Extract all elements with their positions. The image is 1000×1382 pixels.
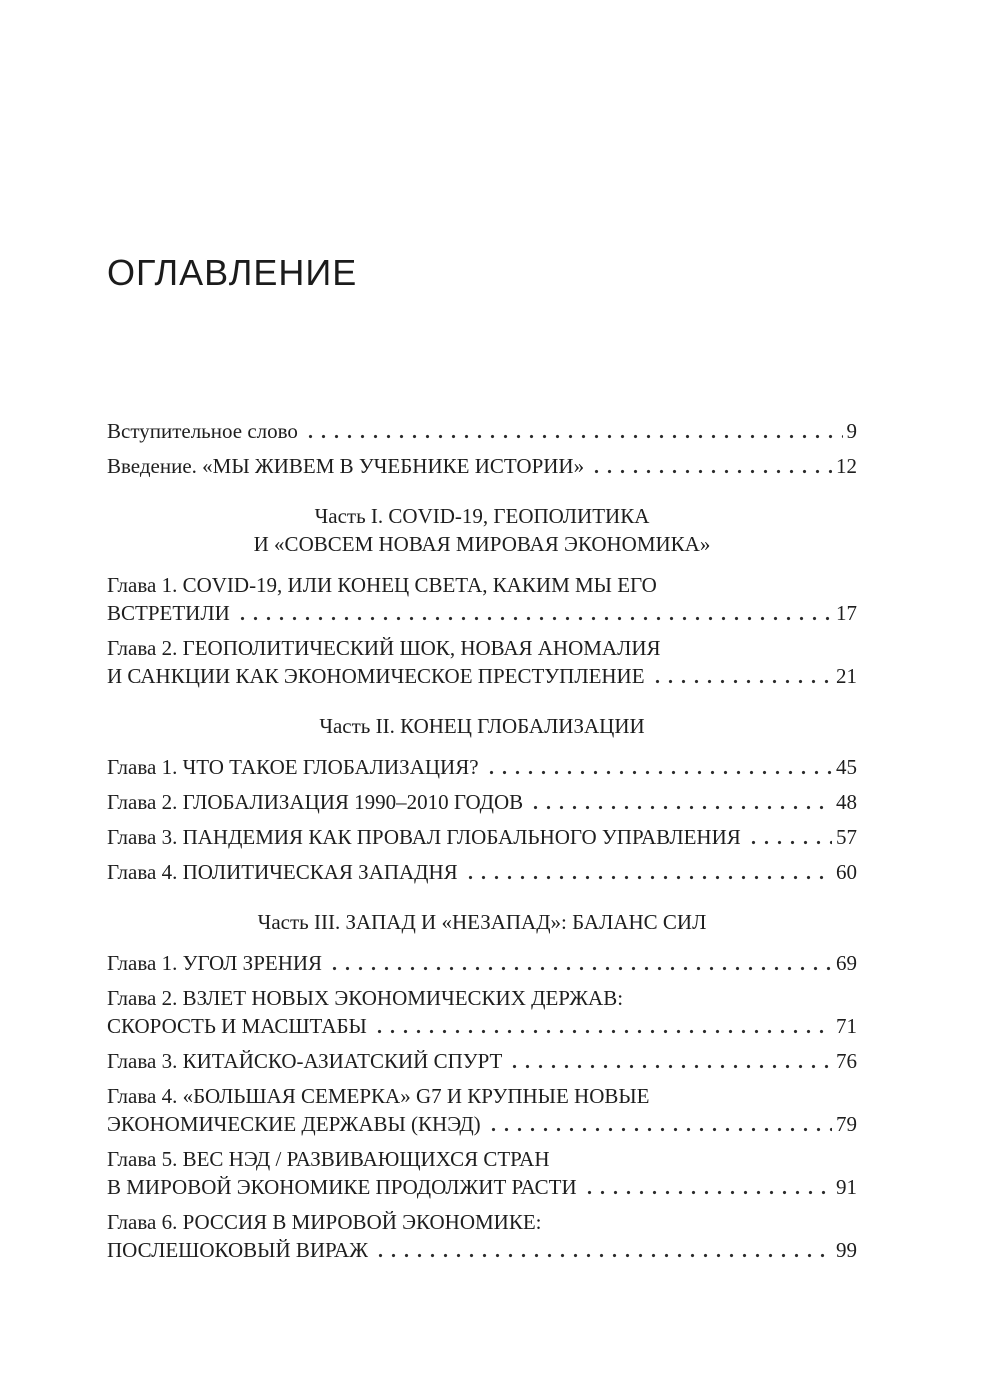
toc-entry-text: Глава 1. COVID-19, ИЛИ КОНЕЦ СВЕТА, КАКИМ МЫ ЕГО bbox=[107, 573, 657, 597]
dot-leader bbox=[235, 599, 832, 627]
dot-leader bbox=[507, 1047, 832, 1075]
toc-entry bbox=[107, 1047, 857, 1075]
page-number: 60 bbox=[836, 860, 857, 884]
part-heading-line: И «СОВСЕМ НОВАЯ МИРОВАЯ ЭКОНОМИКА» bbox=[253, 532, 711, 556]
page-title: ОГЛАВЛЕНИЕ bbox=[107, 252, 358, 293]
toc-entry-text: Глава 1. ЧТО ТАКОЕ ГЛОБАЛИЗАЦИЯ? bbox=[107, 755, 479, 779]
page-number: 17 bbox=[836, 601, 857, 625]
dot-leader bbox=[484, 753, 832, 781]
toc-entry-text: Глава 1. УГОЛ ЗРЕНИЯ bbox=[107, 951, 323, 975]
toc-entry-text: Глава 2. ВЗЛЕТ НОВЫХ ЭКОНОМИЧЕСКИХ ДЕРЖАВ: bbox=[107, 986, 624, 1010]
page-number: 45 bbox=[836, 755, 857, 779]
page-number: 71 bbox=[836, 1014, 857, 1038]
dot-leader bbox=[303, 417, 843, 445]
toc-entry bbox=[107, 949, 857, 977]
toc-entry bbox=[107, 858, 857, 886]
part-heading bbox=[107, 502, 857, 558]
toc-entry-text: Глава 3. КИТАЙСКО-АЗИАТСКИЙ СПУРТ bbox=[107, 1049, 503, 1073]
dot-leader bbox=[582, 1173, 832, 1201]
toc-entry-text: Вступительное слово bbox=[107, 419, 298, 443]
toc-entry bbox=[107, 417, 857, 445]
dot-leader bbox=[746, 823, 832, 851]
dot-leader bbox=[327, 949, 832, 977]
toc-entry-text: Глава 3. ПАНДЕМИЯ КАК ПРОВАЛ ГЛОБАЛЬНОГО УПРАВЛЕНИЯ bbox=[107, 825, 741, 849]
toc-entry-text: Глава 4. «БОЛЬШАЯ СЕМЕРКА» G7 И КРУПНЫЕ НОВЫЕ bbox=[107, 1084, 650, 1108]
toc-entry bbox=[107, 452, 857, 480]
page-number: 12 bbox=[836, 454, 857, 478]
toc-entry-text: Глава 6. РОССИЯ В МИРОВОЙ ЭКОНОМИКЕ: bbox=[107, 1210, 542, 1234]
page-number: 79 bbox=[836, 1112, 857, 1136]
toc-entry-text: СКОРОСТЬ И МАСШТАБЫ bbox=[107, 1014, 367, 1038]
toc-entry bbox=[107, 823, 857, 851]
toc-entry bbox=[107, 1145, 857, 1201]
dot-leader bbox=[463, 858, 832, 886]
part-heading-line: Часть III. ЗАПАД И «НЕЗАПАД»: БАЛАНС СИЛ bbox=[257, 910, 707, 934]
part-heading-line: Часть I. COVID-19, ГЕОПОЛИТИКА bbox=[314, 504, 650, 528]
page-number: 91 bbox=[836, 1175, 857, 1199]
dot-leader bbox=[589, 452, 832, 480]
toc-entry-text: Глава 4. ПОЛИТИЧЕСКАЯ ЗАПАДНЯ bbox=[107, 860, 458, 884]
part-heading-line: Часть II. КОНЕЦ ГЛОБАЛИЗАЦИИ bbox=[319, 714, 645, 738]
toc-list bbox=[107, 417, 857, 1264]
toc-entry-text: Введение. «МЫ ЖИВЕМ В УЧЕБНИКЕ ИСТОРИИ» bbox=[107, 454, 585, 478]
toc-entry-text: ПОСЛЕШОКОВЫЙ ВИРАЖ bbox=[107, 1238, 369, 1262]
part-heading bbox=[107, 908, 857, 936]
dot-leader bbox=[528, 788, 832, 816]
page-number: 57 bbox=[836, 825, 857, 849]
dot-leader bbox=[372, 1012, 832, 1040]
toc-entry-text: ВСТРЕТИЛИ bbox=[107, 601, 230, 625]
page-number: 99 bbox=[836, 1238, 857, 1262]
toc-entry-text: Глава 5. ВЕС НЭД / РАЗВИВАЮЩИХСЯ СТРАН bbox=[107, 1147, 550, 1171]
page-number: 21 bbox=[836, 664, 857, 688]
toc-entry bbox=[107, 634, 857, 690]
toc-entry bbox=[107, 1208, 857, 1264]
toc-entry-text: И САНКЦИИ КАК ЭКОНОМИЧЕСКОЕ ПРЕСТУПЛЕНИЕ bbox=[107, 664, 645, 688]
toc-entry-text: В МИРОВОЙ ЭКОНОМИКЕ ПРОДОЛЖИТ РАСТИ bbox=[107, 1175, 577, 1199]
toc-entry bbox=[107, 1082, 857, 1138]
toc-entry-text: ЭКОНОМИЧЕСКИЕ ДЕРЖАВЫ (КНЭД) bbox=[107, 1112, 481, 1136]
dot-leader bbox=[373, 1236, 832, 1264]
toc-entry bbox=[107, 753, 857, 781]
toc-entry bbox=[107, 984, 857, 1040]
part-heading bbox=[107, 712, 857, 740]
page-number: 48 bbox=[836, 790, 857, 814]
toc-entry-text: Глава 2. ГЕОПОЛИТИЧЕСКИЙ ШОК, НОВАЯ АНОМАЛИЯ bbox=[107, 636, 661, 660]
dot-leader bbox=[486, 1110, 832, 1138]
page-number: 9 bbox=[846, 419, 857, 443]
toc-entry bbox=[107, 571, 857, 627]
toc-entry bbox=[107, 788, 857, 816]
dot-leader bbox=[650, 662, 832, 690]
toc-entry-text: Глава 2. ГЛОБАЛИЗАЦИЯ 1990–2010 ГОДОВ bbox=[107, 790, 524, 814]
page-number: 76 bbox=[836, 1049, 857, 1073]
page-number: 69 bbox=[836, 951, 857, 975]
